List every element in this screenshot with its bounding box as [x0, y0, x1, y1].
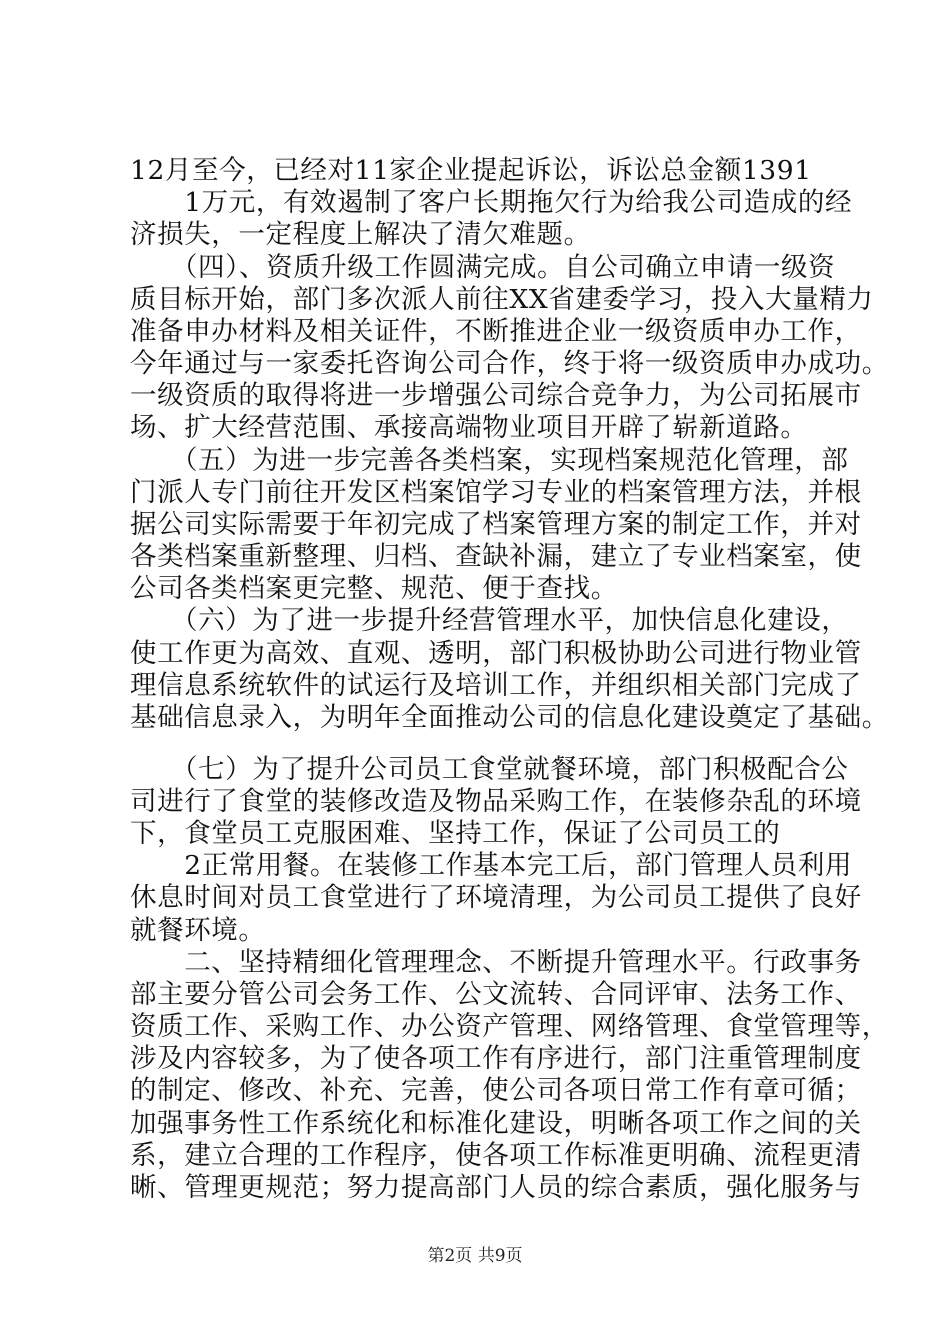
text-line: 司进行了食堂的装修改造及物品采购工作，在装修杂乱的环境 — [130, 785, 862, 817]
text-line: 场、扩大经营范围、承接高端物业项目开辟了崭新道路。 — [130, 412, 808, 444]
text-line: 就餐环境。 — [130, 914, 266, 946]
text-line: 今年通过与一家委托咨询公司合作，终于将一级资质申办成功。 — [130, 348, 889, 380]
text-line: （四）、资质升级工作圆满完成。自公司确立申请一级资 — [130, 251, 836, 283]
text-line: 系，建立合理的工作程序，使各项工作标准更明确、流程更清 — [130, 1139, 862, 1171]
page-footer: 第2页 共9页 — [427, 1246, 523, 1266]
text-line: 门派人专门前往开发区档案馆学习专业的档案管理方法，并根 — [130, 476, 862, 508]
text-line: 的制定、修改、补充、完善，使公司各项日常工作有章可循； — [130, 1075, 862, 1107]
text-line: 据公司实际需要于年初完成了档案管理方案的制定工作，并对 — [130, 508, 862, 540]
text-line: 资质工作、采购工作、办公资产管理、网络管理、食堂管理等， — [130, 1011, 889, 1043]
text-line: 一级资质的取得将进一步增强公司综合竞争力，为公司拓展市 — [130, 380, 862, 412]
text-line: 休息时间对员工食堂进行了环境清理，为公司员工提供了良好 — [130, 882, 862, 914]
text-line: 准备申办材料及相关证件，不断推进企业一级资质申办工作， — [130, 315, 862, 347]
text-line: 下，食堂员工克服困难、坚持工作，保证了公司员工的 — [130, 818, 781, 850]
text-line: 理信息系统软件的试运行及培训工作，并组织相关部门完成了 — [130, 669, 862, 701]
text-line: 济损失，一定程度上解决了清欠难题。 — [130, 219, 591, 251]
text-line: （六）为了进一步提升经营管理水平，加快信息化建设， — [130, 605, 849, 637]
text-line: （五）为进一步完善各类档案，实现档案规范化管理，部 — [130, 444, 849, 476]
text-line: 1万元，有效遏制了客户长期拖欠行为给我公司造成的经 — [130, 187, 853, 219]
text-line: 基础信息录入，为明年全面推动公司的信息化建设奠定了基础。 — [130, 701, 889, 733]
text-line: 2正常用餐。在装修工作基本完工后，部门管理人员利用 — [130, 850, 853, 882]
text-line: 加强事务性工作系统化和标准化建设，明晰各项工作之间的关 — [130, 1107, 862, 1139]
text-line: 公司各类档案更完整、规范、便于查找。 — [130, 573, 618, 605]
text-line: 晰、管理更规范；努力提高部门人员的综合素质，强化服务与 — [130, 1172, 862, 1203]
text-line: 12月至今，已经对11家企业提起诉讼，诉讼总金额1391 — [130, 155, 812, 186]
text-line: 部主要分管公司会务工作、公文流转、合同评审、法务工作、 — [130, 978, 862, 1010]
text-line: 二、坚持精细化管理理念、不断提升管理水平。行政事务 — [130, 946, 862, 978]
text-line: 质目标开始，部门多次派人前往XX省建委学习，投入大量精力 — [130, 283, 874, 315]
text-line: 使工作更为高效、直观、透明，部门积极协助公司进行物业管 — [130, 637, 862, 669]
text-line: （七）为了提升公司员工食堂就餐环境，部门积极配合公 — [130, 753, 849, 785]
text-line: 各类档案重新整理、归档、查缺补漏，建立了专业档案室，使 — [130, 541, 862, 573]
text-line: 涉及内容较多，为了使各项工作有序进行，部门注重管理制度 — [130, 1043, 862, 1075]
